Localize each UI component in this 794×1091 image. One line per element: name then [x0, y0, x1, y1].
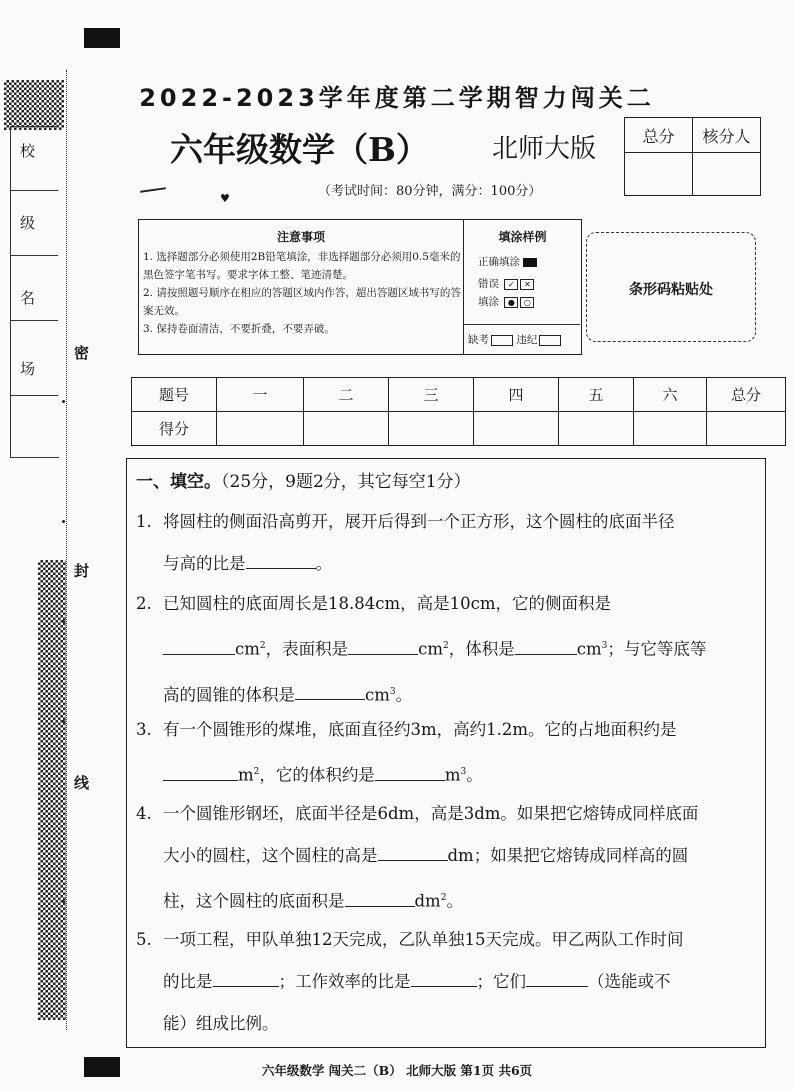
- question-section-box: [126, 458, 766, 1048]
- fill-example-title: 填涂样例: [498, 230, 547, 244]
- reviewer-cell[interactable]: [693, 153, 761, 196]
- answer-blank[interactable]: [378, 844, 448, 862]
- correct-fill-label: 正确填涂: [478, 256, 520, 268]
- score-col-4: 四: [474, 378, 559, 412]
- answer-blank[interactable]: [515, 637, 577, 655]
- total-score-box: [624, 117, 761, 196]
- score-cell[interactable]: [474, 412, 559, 446]
- score-cell[interactable]: [217, 412, 304, 446]
- section-heading: 一、填空。（25分，9题2分，其它每空1分）: [136, 472, 471, 492]
- question-5: 5. 一项工程，甲队单独12天完成，乙队单独15天完成。甲乙两队工作时间 的比是 ；工作效率的比是 ；它们 （选能或不 能）组成比例。: [136, 930, 684, 1033]
- heart-mark: ♥: [220, 192, 230, 205]
- answer-blank[interactable]: [411, 970, 477, 988]
- cross-sample-icon: ✕: [520, 279, 534, 290]
- notice-box: [138, 219, 464, 355]
- wrong-fill-label-1: 错误: [478, 278, 499, 290]
- violation-checkbox[interactable]: [539, 335, 561, 346]
- circle-sample-icon: ○: [520, 297, 534, 308]
- answer-blank[interactable]: [213, 970, 279, 988]
- answer-blank[interactable]: [246, 552, 316, 570]
- notice-item-3: 3. 保持卷面清洁，不要折叠，不要弄破。: [143, 323, 335, 335]
- answer-blank[interactable]: [163, 763, 238, 781]
- score-col-6: 六: [634, 378, 707, 412]
- answer-blank[interactable]: [345, 889, 415, 907]
- score-col-1: 一: [217, 378, 304, 412]
- notice-item-2: 2. 请按照题号顺序在相应的答题区域内作答，超出答题区域书写的答案无效。: [143, 287, 461, 317]
- score-col-3: 三: [389, 378, 474, 412]
- question-1: 1. 将圆柱的侧面沿高剪开，展开后得到一个正方形，这个圆柱的底面半径 与高的比是 。: [136, 512, 675, 573]
- notice-title: 注意事项: [276, 230, 325, 244]
- exam-title: 六年级数学（B）: [170, 130, 429, 169]
- total-score-label: 总分: [625, 118, 693, 153]
- notice-item-1: 1. 选择题部分必须使用2B铅笔填涂，非选择题部分必须用0.5毫米的黑色签字笔书写。要求字体工整、笔迹清楚。: [143, 251, 461, 281]
- question-2: 2. 已知圆柱的底面周长是18.84cm，高是10cm，它的侧面积是 $cm^2$，表面积是 $cm^2$，体积是 $cm^3$；与它等底等 高的圆锥的体积是 $cm^3$。: [136, 594, 707, 704]
- registration-mark-top: [84, 28, 120, 48]
- score-col-2: 二: [304, 378, 389, 412]
- seal-char-feng: 封: [74, 562, 90, 580]
- answer-blank[interactable]: [295, 683, 365, 701]
- score-cell[interactable]: [304, 412, 389, 446]
- check-sample-icon: ✓: [504, 279, 518, 290]
- class-label: 级: [20, 214, 36, 232]
- seal-char-xian: 线: [74, 774, 90, 792]
- correct-fill-sample: [523, 258, 537, 267]
- barcode-label: 条形码粘贴处: [629, 282, 713, 298]
- score-row-label: 得分: [132, 412, 217, 446]
- score-cell[interactable]: [707, 412, 786, 446]
- violation-label: 违纪: [516, 334, 538, 346]
- score-col-total: 总分: [707, 378, 786, 412]
- score-header-label: 题号: [132, 378, 217, 412]
- decorative-dash: [140, 187, 166, 193]
- exam-room-label: 场: [20, 360, 36, 378]
- name-label: 名: [20, 289, 36, 307]
- exam-term-title: 2022-2023学年度第二学期智力闯关二: [139, 84, 655, 112]
- reviewer-label: 核分人: [693, 118, 761, 153]
- score-table: [131, 377, 786, 446]
- edition-label: 北师大版: [492, 134, 597, 164]
- score-cell[interactable]: [559, 412, 634, 446]
- wrong-fill-label-2: 填涂: [478, 296, 499, 308]
- school-label: 校: [20, 142, 36, 160]
- question-3: 3. 有一个圆锥形的煤堆，底面直径约3m，高约1.2m。它的占地面积约是 $m^2$，它的体积约是 $m^3$。: [136, 720, 677, 785]
- answer-blank[interactable]: [163, 637, 235, 655]
- total-score-cell[interactable]: [625, 153, 693, 196]
- absent-label: 缺考: [468, 334, 489, 346]
- score-cell[interactable]: [389, 412, 474, 446]
- score-cell[interactable]: [634, 412, 707, 446]
- answer-blank[interactable]: [526, 970, 588, 988]
- binding-strip-pattern-lower: [38, 560, 66, 1020]
- dot-sample-icon: ●: [504, 297, 518, 308]
- answer-blank[interactable]: [375, 763, 445, 781]
- barcode-area: [586, 232, 756, 342]
- seal-char-mi: 密: [74, 344, 90, 362]
- score-col-5: 五: [559, 378, 634, 412]
- exam-time-info: （考试时间：80分钟，满分：100分）: [318, 184, 542, 199]
- fill-example-box: [464, 219, 582, 355]
- answer-blank[interactable]: [348, 637, 418, 655]
- question-4: 4. 一个圆锥形钢坯，底面半径是6dm，高是3dm。如果把它熔铸成同样底面 大小的圆柱，这个圆柱的高是 dm；如果把它熔铸成同样高的圆 柱，这个圆柱的底面积是 $dm^2$。: [136, 804, 699, 911]
- page-footer: 六年级数学 闯关二（B） 北师大版 第1页 共6页: [261, 1063, 533, 1078]
- absent-checkbox[interactable]: [491, 335, 513, 346]
